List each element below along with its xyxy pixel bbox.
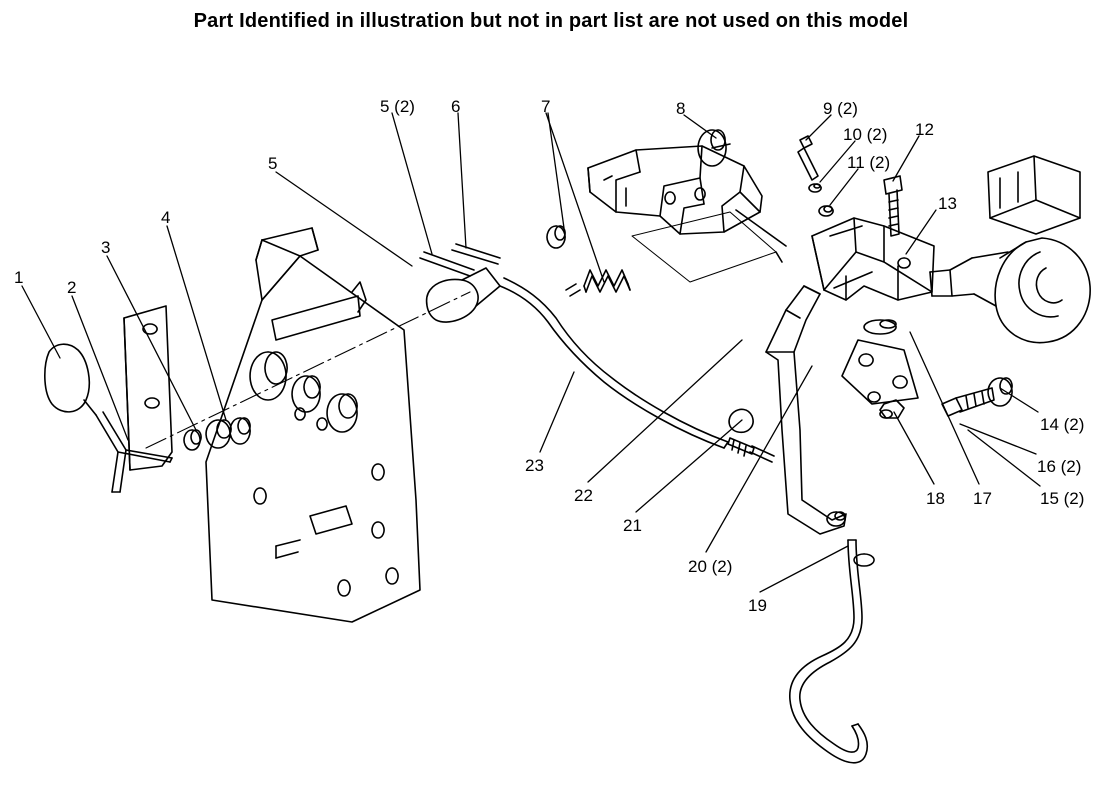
leader-lines bbox=[22, 113, 1040, 592]
callout-5-2[interactable]: 5 (2) bbox=[380, 97, 415, 116]
grommet-bushing bbox=[698, 130, 730, 166]
upper-frame-bracket bbox=[588, 146, 786, 282]
left-mounting-bracket bbox=[124, 306, 172, 470]
callout-21[interactable]: 21 bbox=[623, 516, 642, 535]
transaxle-pulley-assembly bbox=[930, 156, 1090, 343]
long-control-rod bbox=[500, 278, 774, 462]
callout-22[interactable]: 22 bbox=[574, 486, 593, 505]
callout-9-2[interactable]: 9 (2) bbox=[823, 99, 858, 118]
callout-8[interactable]: 8 bbox=[676, 99, 686, 118]
callout-7[interactable]: 7 bbox=[541, 97, 551, 116]
lower-shift-rod-19 bbox=[790, 540, 874, 763]
callout-4[interactable]: 4 bbox=[161, 208, 171, 227]
callout-16-2[interactable]: 16 (2) bbox=[1037, 457, 1082, 476]
callout-2[interactable]: 2 bbox=[67, 278, 77, 297]
callout-15-2[interactable]: 15 (2) bbox=[1040, 489, 1085, 508]
callout-5[interactable]: 5 bbox=[268, 154, 278, 173]
callout-1[interactable]: 1 bbox=[14, 268, 24, 287]
shift-rod-pivot bbox=[420, 226, 565, 322]
callout-23[interactable]: 23 bbox=[525, 456, 544, 475]
callout-6[interactable]: 6 bbox=[451, 97, 461, 116]
callout-10-2[interactable]: 10 (2) bbox=[843, 125, 888, 144]
callout-13[interactable]: 13 bbox=[938, 194, 957, 213]
callout-17[interactable]: 17 bbox=[973, 489, 992, 508]
callout-12[interactable]: 12 bbox=[915, 120, 934, 139]
triangular-mount-plate bbox=[842, 340, 918, 404]
shift-lever-bracket bbox=[812, 218, 934, 300]
callout-3[interactable]: 3 bbox=[101, 238, 111, 257]
fastener-set-right bbox=[864, 320, 1012, 418]
bellcrank-arm bbox=[766, 286, 846, 534]
callout-20-2[interactable]: 20 (2) bbox=[688, 557, 733, 576]
washer-bushing-set bbox=[184, 418, 250, 450]
callout-19[interactable]: 19 bbox=[748, 596, 767, 615]
bolt-washer-nut-stack bbox=[798, 136, 833, 216]
callout-14-2[interactable]: 14 (2) bbox=[1040, 415, 1085, 434]
page-title: Part Identified in illustration but not in part list are not used on this model bbox=[193, 10, 909, 32]
shift-knob-assembly bbox=[45, 344, 172, 492]
callout-18[interactable]: 18 bbox=[926, 489, 945, 508]
return-spring bbox=[566, 270, 630, 296]
callout-11-2[interactable]: 11 (2) bbox=[847, 153, 891, 172]
